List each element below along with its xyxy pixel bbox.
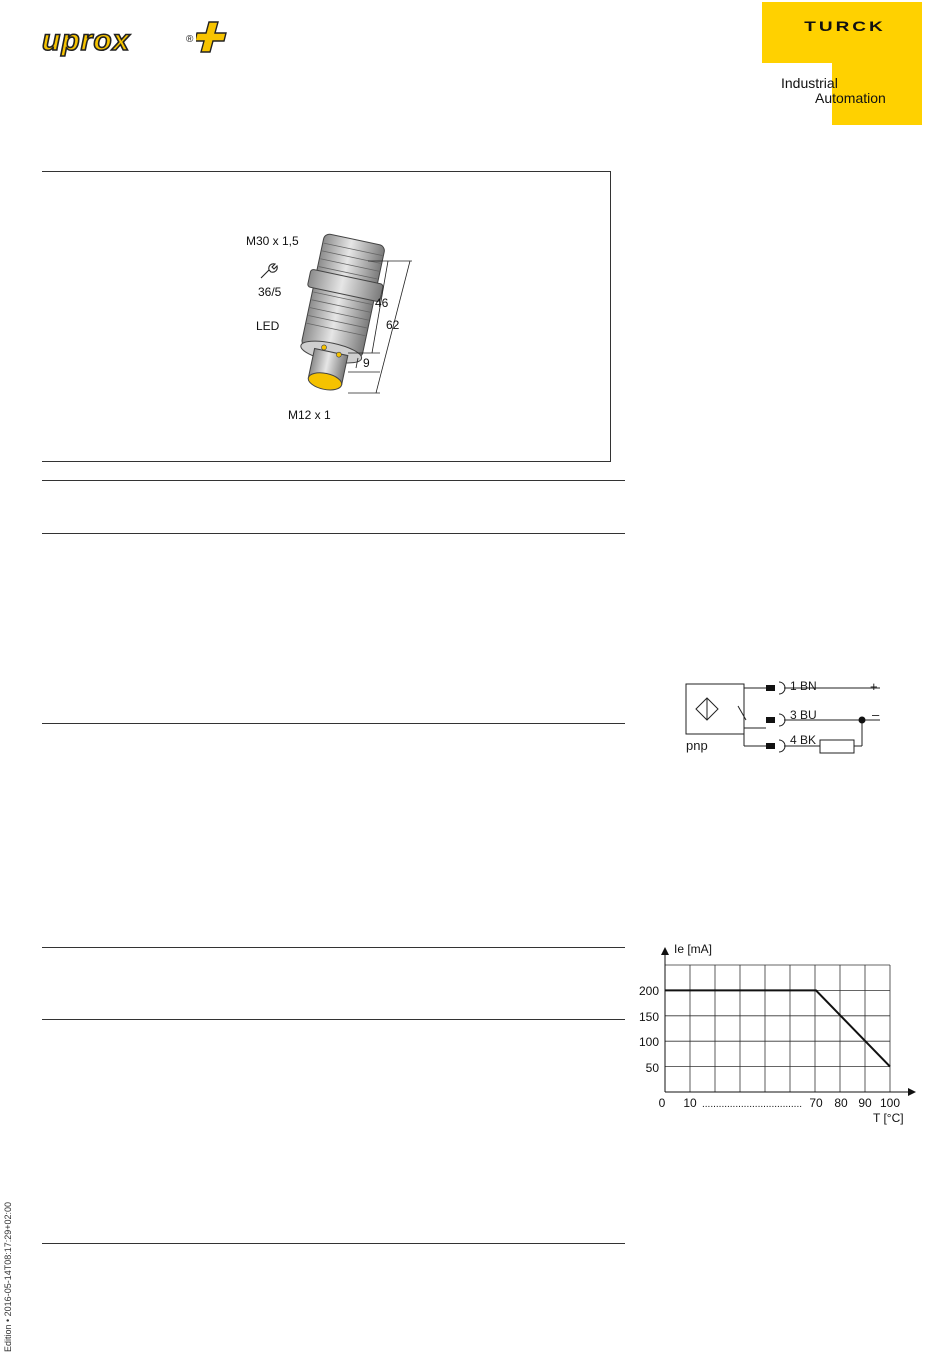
output-type-label: pnp [686,738,708,753]
sensor-drawing [230,225,440,410]
product-frame-right-line [610,171,611,462]
section-rule-6 [42,1243,625,1244]
y-tick-50: 50 [645,1061,659,1075]
derating-chart [630,935,920,1135]
y-axis-arrow-icon [661,947,669,955]
y-tick-200: 200 [638,984,659,998]
pin4-label: 4 BK [790,733,817,747]
uprox-logo-text: uprox [42,24,131,57]
pin1-label: 1 BN [790,679,817,693]
turck-logo-text: TURCK [804,18,886,35]
plus-logo-icon [196,20,230,54]
dimension-62: 62 [386,318,400,332]
section-rule-3 [42,723,625,724]
uprox-logo [38,20,228,60]
x-tick-90: 90 [858,1096,872,1110]
y-axis-label: Ie [mA] [674,942,713,956]
dimension-9: 9 [363,356,370,370]
x-axis-break: .................................... [702,1099,803,1110]
x-axis-arrow-icon [908,1088,916,1096]
dimension-46: 46 [375,296,389,310]
section-rule-4 [42,947,625,948]
thread-label: M30 x 1,5 [246,234,299,248]
wrench-icon [258,262,280,282]
pin3-label: 3 BU [790,708,817,722]
plus-label: + [870,679,878,694]
x-tick-10: 10 [683,1096,697,1110]
tagline-automation: Automation [815,90,886,106]
wrench-size-label: 36/5 [258,285,282,299]
series-line [665,990,890,1066]
x-tick-0: 0 [658,1096,666,1110]
section-rule-1 [42,480,625,481]
section-rule-2 [42,533,625,534]
product-frame-bottom-line [42,461,610,462]
y-tick-100: 100 [638,1035,659,1049]
edition-stamp: Edition • 2016-05-14T08:17:29+02:00 [3,1201,13,1352]
section-rule-5 [42,1019,625,1020]
connector-label: M12 x 1 [288,408,331,422]
wiring-diagram [680,676,890,758]
x-tick-70: 70 [809,1096,823,1110]
registered-mark-icon: ® [186,34,194,45]
tagline-industrial: Industrial [781,75,838,91]
x-axis-label: T [°C] [873,1111,904,1125]
x-tick-80: 80 [834,1096,848,1110]
minus-label: – [872,707,880,722]
y-tick-150: 150 [638,1010,659,1024]
x-tick-100: 100 [879,1096,901,1110]
led-label: LED [256,319,280,333]
